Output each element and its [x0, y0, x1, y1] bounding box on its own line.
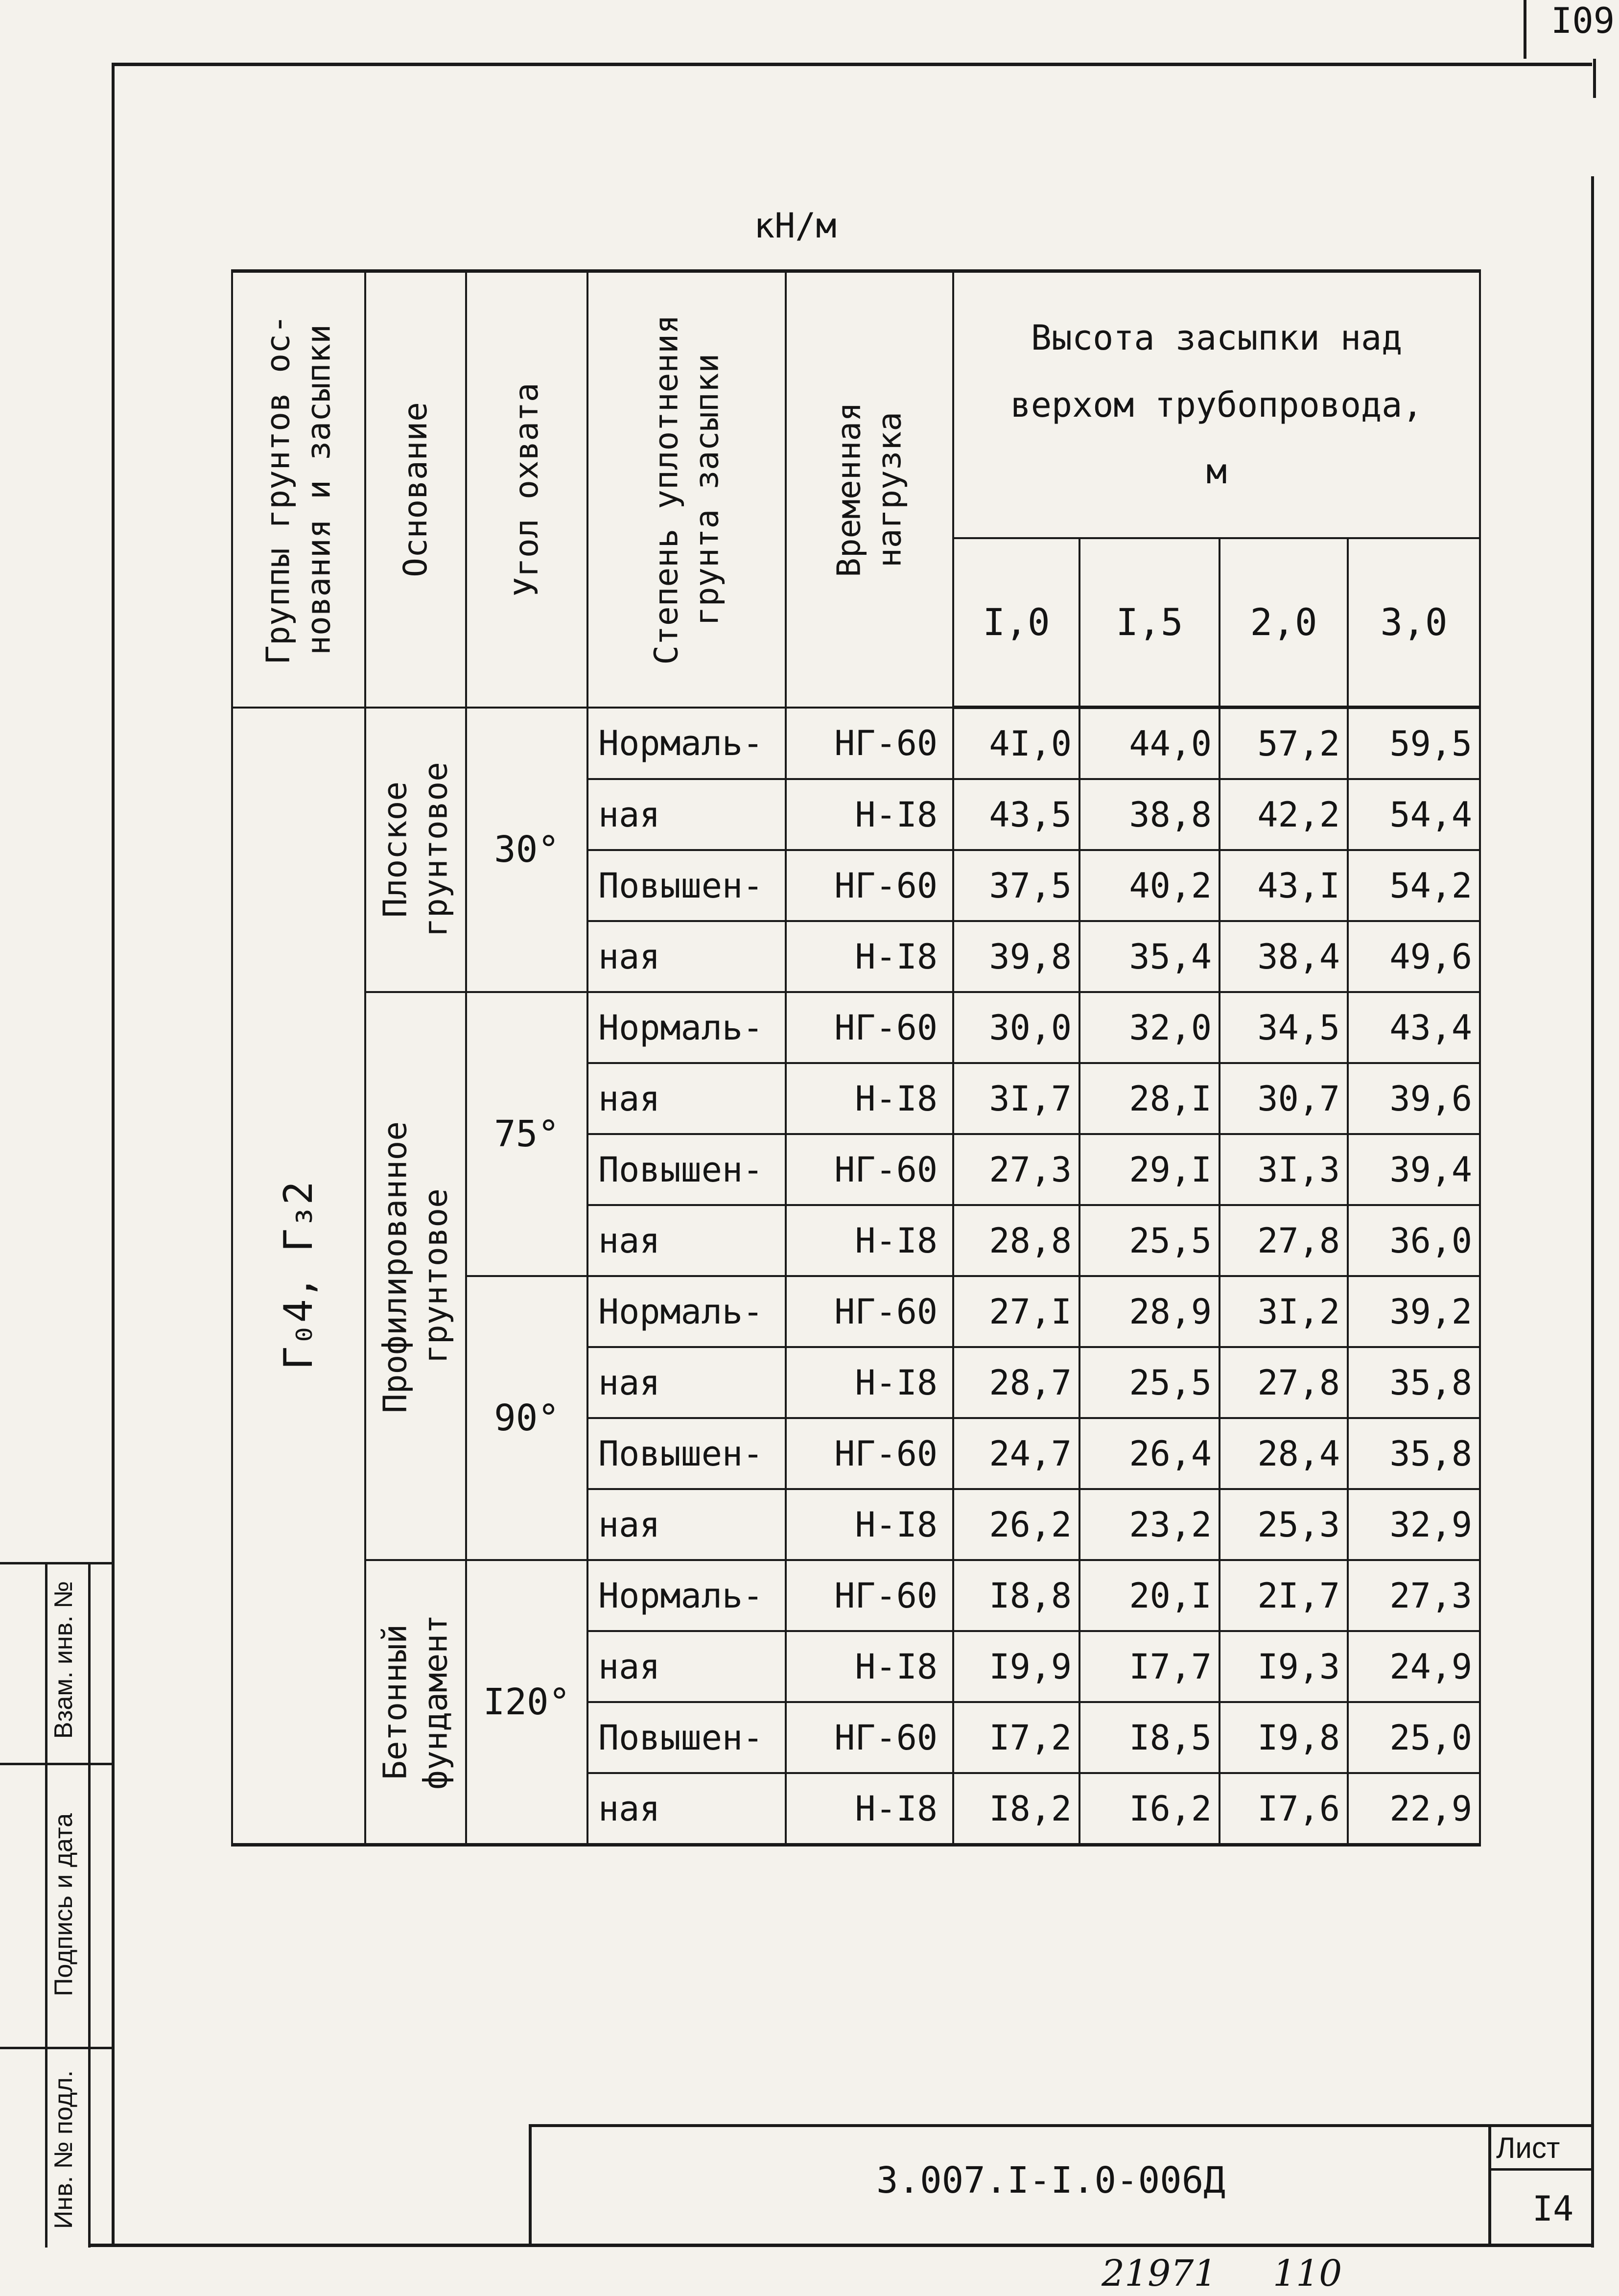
load-n18: Н-I8 — [786, 921, 953, 992]
value-cell: 27,8 — [1220, 1347, 1348, 1418]
base-concrete-foundation: Бетонный фундамент — [365, 1560, 466, 1845]
stamp-left-line — [45, 1562, 47, 2248]
load-ng60: НГ-60 — [786, 1276, 953, 1347]
value-cell: 34,5 — [1220, 992, 1348, 1063]
value-cell: 49,6 — [1348, 921, 1480, 992]
base-profiled-soil: Профилированное грунтовое — [365, 992, 466, 1560]
value-cell: 26,4 — [1079, 1418, 1220, 1489]
value-cell: I6,2 — [1079, 1773, 1220, 1845]
stamp-signature-date: Подпись и дата — [49, 1813, 78, 1997]
compaction-high-label: ная — [587, 1205, 786, 1276]
value-cell: 57,2 — [1220, 708, 1348, 780]
frame-right — [1591, 176, 1594, 2248]
title-block-top — [529, 2124, 1592, 2127]
compaction-normal-label: ная — [587, 1063, 786, 1134]
value-cell: 25,5 — [1079, 1205, 1220, 1276]
load-ng60: НГ-60 — [786, 1702, 953, 1773]
stamp-inv-no-orig: Инв. № подл. — [49, 2070, 78, 2229]
value-cell: 39,2 — [1348, 1276, 1480, 1347]
load-n18: Н-I8 — [786, 1205, 953, 1276]
value-cell: I9,3 — [1220, 1631, 1348, 1702]
soil-group-cell: Г₀4, Г₃2 — [232, 708, 365, 1845]
value-cell: 39,8 — [953, 921, 1079, 992]
value-cell: I8,2 — [953, 1773, 1079, 1845]
value-cell: 43,5 — [953, 779, 1079, 850]
value-cell: 54,4 — [1348, 779, 1480, 850]
load-ng60: НГ-60 — [786, 708, 953, 780]
value-cell: 35,4 — [1079, 921, 1220, 992]
document-code: 3.007.I-I.0-006Д — [876, 2159, 1225, 2201]
load-ng60: НГ-60 — [786, 1134, 953, 1205]
value-cell: 29,I — [1079, 1134, 1220, 1205]
value-cell: 43,I — [1220, 850, 1348, 921]
value-cell: 2I,7 — [1220, 1560, 1348, 1631]
value-cell: 23,2 — [1079, 1489, 1220, 1560]
value-cell: 27,3 — [953, 1134, 1079, 1205]
value-cell: 24,7 — [953, 1418, 1079, 1489]
header-height-1-0: I,0 — [953, 538, 1079, 708]
value-cell: 3I,3 — [1220, 1134, 1348, 1205]
compaction-high-label: ная — [587, 921, 786, 992]
corner-tick — [1593, 59, 1596, 98]
compaction-normal-label: ная — [587, 779, 786, 850]
header-angle: Угол охвата — [466, 271, 587, 708]
value-cell: 42,2 — [1220, 779, 1348, 850]
title-block-divider — [1488, 2124, 1491, 2247]
value-cell: 39,6 — [1348, 1063, 1480, 1134]
load-ng60: НГ-60 — [786, 1560, 953, 1631]
load-n18: Н-I8 — [786, 1773, 953, 1845]
value-cell: 28,7 — [953, 1347, 1079, 1418]
value-cell: 27,8 — [1220, 1205, 1348, 1276]
value-cell: 35,8 — [1348, 1347, 1480, 1418]
load-n18: Н-I8 — [786, 1489, 953, 1560]
load-n18: Н-I8 — [786, 779, 953, 850]
load-ng60: НГ-60 — [786, 992, 953, 1063]
value-cell: 25,3 — [1220, 1489, 1348, 1560]
value-cell: 38,8 — [1079, 779, 1220, 850]
value-cell: 54,2 — [1348, 850, 1480, 921]
value-cell: I7,7 — [1079, 1631, 1220, 1702]
load-ng60: НГ-60 — [786, 1418, 953, 1489]
sheet-number: I4 — [1532, 2189, 1574, 2229]
load-n18: Н-I8 — [786, 1063, 953, 1134]
stamp-mid-line — [88, 1562, 91, 2248]
value-cell: 28,I — [1079, 1063, 1220, 1134]
value-cell: 25,5 — [1079, 1347, 1220, 1418]
value-cell: 43,4 — [1348, 992, 1480, 1063]
value-cell: 24,9 — [1348, 1631, 1480, 1702]
page-number: I09 — [1551, 0, 1615, 41]
compaction-normal-label: Нормаль- — [587, 1276, 786, 1347]
value-cell: 28,9 — [1079, 1276, 1220, 1347]
stamp-replace-inv: Взам. инв. № — [49, 1581, 78, 1739]
value-cell: I7,6 — [1220, 1773, 1348, 1845]
angle-75: 75° — [466, 992, 587, 1276]
value-cell: I9,9 — [953, 1631, 1079, 1702]
compaction-high-label: Повышен- — [587, 1702, 786, 1773]
compaction-high-label: Повышен- — [587, 1418, 786, 1489]
compaction-normal-label: ная — [587, 1631, 786, 1702]
angle-30: 30° — [466, 708, 587, 993]
page-number-divider — [1524, 0, 1526, 59]
frame-left — [112, 63, 115, 2247]
load-n18: Н-I8 — [786, 1631, 953, 1702]
value-cell: 44,0 — [1079, 708, 1220, 780]
handwritten-archive-no: 21971 — [1102, 2252, 1217, 2295]
value-cell: 26,2 — [953, 1489, 1079, 1560]
value-cell: 35,8 — [1348, 1418, 1480, 1489]
header-height-3-0: 3,0 — [1348, 538, 1480, 708]
value-cell: 32,9 — [1348, 1489, 1480, 1560]
value-cell: 28,8 — [953, 1205, 1079, 1276]
header-height-1-5: I,5 — [1079, 538, 1220, 708]
header-compaction: Степень уплотнения грунта засыпки — [587, 271, 786, 708]
sheet-label: Лист — [1496, 2131, 1560, 2164]
value-cell: 32,0 — [1079, 992, 1220, 1063]
compaction-high-label: Повышен- — [587, 1134, 786, 1205]
compaction-high-label: ная — [587, 1773, 786, 1845]
value-cell: 40,2 — [1079, 850, 1220, 921]
title-block-sheet-line — [1488, 2168, 1593, 2171]
value-cell: 25,0 — [1348, 1702, 1480, 1773]
header-load: Временная нагрузка — [786, 271, 953, 708]
frame-bottom — [88, 2244, 1594, 2247]
header-height-title: Высота засыпки над верхом трубопровода, м — [953, 271, 1480, 539]
value-cell: I7,2 — [953, 1702, 1079, 1773]
handwritten-page: 110 — [1273, 2252, 1342, 2295]
title-block-left — [529, 2124, 532, 2247]
value-cell: 27,3 — [1348, 1560, 1480, 1631]
value-cell: 3I,2 — [1220, 1276, 1348, 1347]
compaction-normal-label: Нормаль- — [587, 992, 786, 1063]
frame-top — [114, 63, 1592, 66]
value-cell: I8,8 — [953, 1560, 1079, 1631]
compaction-high-label: ная — [587, 1489, 786, 1560]
load-n18: Н-I8 — [786, 1347, 953, 1418]
compaction-normal-label: ная — [587, 1347, 786, 1418]
value-cell: 59,5 — [1348, 708, 1480, 780]
compaction-high-label: Повышен- — [587, 850, 786, 921]
load-table — [231, 269, 1481, 1846]
angle-90: 90° — [466, 1276, 587, 1560]
value-cell: 30,7 — [1220, 1063, 1348, 1134]
compaction-normal-label: Нормаль- — [587, 708, 786, 780]
value-cell: 36,0 — [1348, 1205, 1480, 1276]
header-base: Основание — [365, 271, 466, 708]
value-cell: 37,5 — [953, 850, 1079, 921]
compaction-normal-label: Нормаль- — [587, 1560, 786, 1631]
value-cell: I9,8 — [1220, 1702, 1348, 1773]
angle-120: I20° — [466, 1560, 587, 1845]
value-cell: 30,0 — [953, 992, 1079, 1063]
value-cell: 3I,7 — [953, 1063, 1079, 1134]
value-cell: 38,4 — [1220, 921, 1348, 992]
unit-caption: кН/м — [754, 206, 837, 246]
value-cell: 39,4 — [1348, 1134, 1480, 1205]
value-cell: 20,I — [1079, 1560, 1220, 1631]
value-cell: 4I,0 — [953, 708, 1079, 780]
value-cell: 22,9 — [1348, 1773, 1480, 1845]
load-ng60: НГ-60 — [786, 850, 953, 921]
base-flat-soil: Плоское грунтовое — [365, 708, 466, 993]
value-cell: 28,4 — [1220, 1418, 1348, 1489]
header-height-2-0: 2,0 — [1220, 538, 1348, 708]
value-cell: I8,5 — [1079, 1702, 1220, 1773]
header-soil-groups: Группы грунтов ос- нования и засыпки — [232, 271, 365, 708]
value-cell: 27,I — [953, 1276, 1079, 1347]
